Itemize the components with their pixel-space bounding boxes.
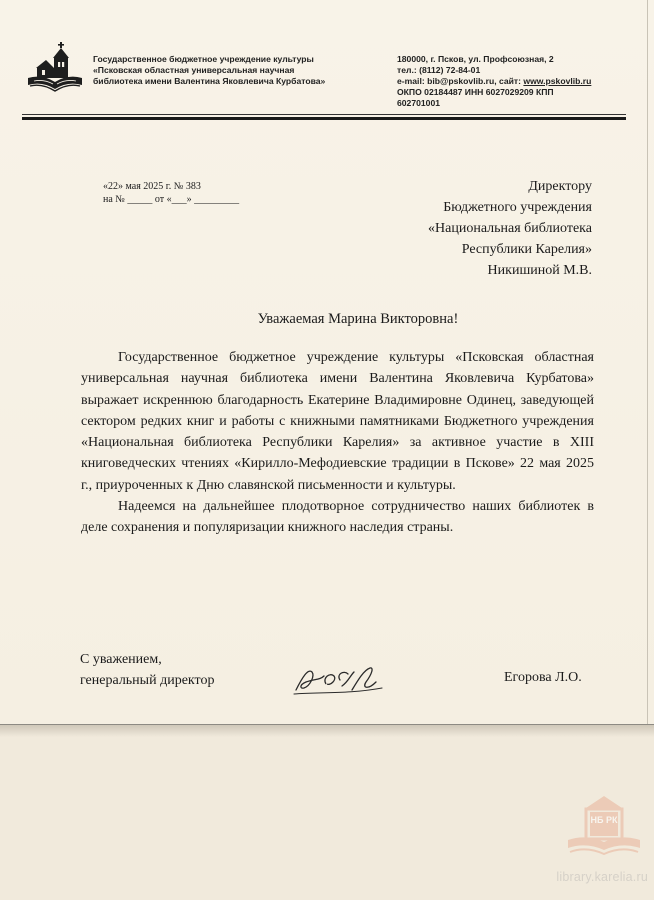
outgoing-number	[103, 180, 283, 206]
addressee-line: «Национальная библиотека	[428, 221, 592, 236]
header-divider-thin	[22, 114, 626, 115]
outgoing-date-number: «22» мая 2025 г. № 383	[103, 181, 201, 192]
library-watermark-logo	[564, 788, 644, 860]
email: e-mail: bib@pskovlib.ru, сайт:	[397, 76, 524, 86]
closing-regards: С уважением,	[80, 652, 162, 667]
church-book-logo	[22, 38, 88, 94]
addressee-line: Республики Карелия»	[461, 242, 592, 257]
greeting-text: Уважаемая Марина Викторовна!	[257, 311, 459, 327]
organization-contacts	[397, 54, 611, 109]
org-line: Государственное бюджетное учреждение культуры	[93, 54, 314, 64]
org-line: «Псковская областная универсальная научная	[93, 65, 295, 75]
letter-body	[81, 347, 594, 539]
kpp-line: 602701001	[397, 98, 441, 108]
signer-name: Егорова Л.О.	[504, 670, 582, 685]
reply-to-number: на № _____ от «___» _________	[103, 194, 240, 205]
closing-block	[80, 649, 280, 691]
okpo-line: ОКПО 02184487 ИНН 6027029209 КПП	[397, 87, 554, 97]
addressee-line: Бюджетного учреждения	[443, 200, 592, 215]
body-paragraph: Государственное бюджетное учреждение культуры «Псковская областная универсальная научная библиотека имени Валентина Яковлевича Курбатова» выражает искреннюю благодарность Екатерине Владимировне Одинец, заведующей сектором редких книг и работы с книжными памятниками Бюджетного учреждения «Национальная библиотека Республики Карелия» за активное участие в XIII книговедческих чтениях «Кирилло-Мефодиевские традиции в Пскове» 22 мая 2025 г., приуроченных к Дню славянской письменности и культуры.	[81, 350, 594, 493]
signer-position: генеральный директор	[80, 673, 215, 688]
paper-edge	[647, 0, 648, 724]
org-line: библиотека имени Валентина Яковлевича Курбатова»	[93, 76, 326, 86]
addressee-line: Директору	[528, 179, 592, 194]
watermark-letters: НБ РК	[590, 815, 618, 825]
header-divider-thick	[22, 117, 626, 120]
watermark-text: library.karelia.ru	[556, 870, 648, 884]
fold-shadow	[0, 725, 654, 737]
addressee-block	[330, 176, 592, 281]
site-link[interactable]: www.pskovlib.ru	[523, 76, 592, 86]
address: 180000, г. Псков, ул. Профсоюзная, 2	[397, 54, 554, 64]
body-paragraph: Надеемся на дальнейшее плодотворное сотрудничество наших библиотек в деле сохранения и популяризации книжного наследия страны.	[81, 499, 594, 536]
addressee-line: Никишиной М.В.	[487, 263, 592, 278]
phone: тел.: (8112) 72-84-01	[397, 65, 481, 75]
handwritten-signature	[290, 660, 390, 700]
organization-name	[93, 54, 373, 87]
email-site-line	[397, 76, 611, 87]
greeting	[0, 311, 654, 328]
